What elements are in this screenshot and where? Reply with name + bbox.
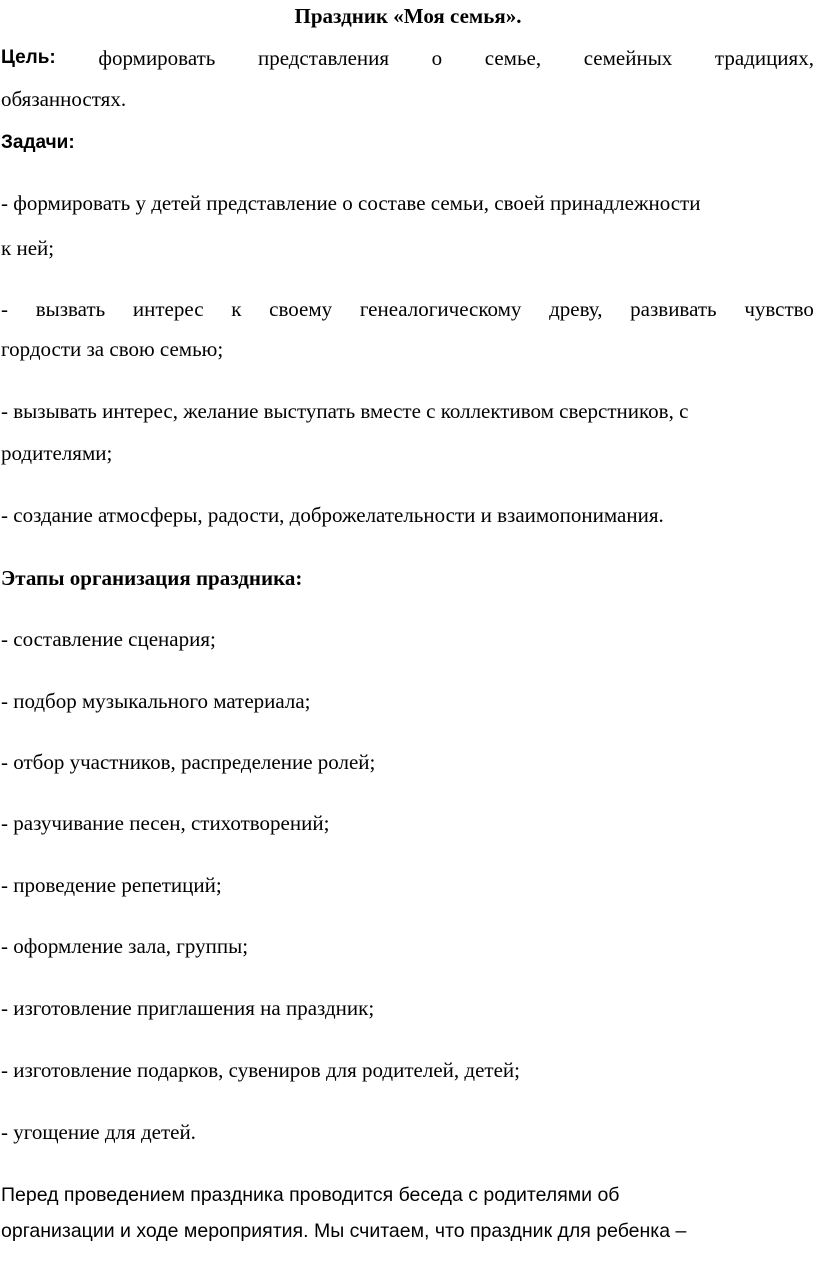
closing-line-1: Перед проведением праздника проводится беседа с родителями об <box>1 1184 620 1206</box>
task-2-word: развивать <box>630 297 717 321</box>
goal-word: представления <box>257 46 390 70</box>
task-2-word: интерес <box>132 297 204 321</box>
document-title: Праздник «Моя семья». <box>294 4 522 28</box>
stage-item: - оформление зала, группы; <box>1 934 249 958</box>
stage-item: - разучивание песен, стихотворений; <box>1 811 330 835</box>
goal-word: семье, <box>484 46 542 70</box>
task-2-word: - <box>1 297 8 321</box>
stage-item: - составление сценария; <box>1 627 216 651</box>
stage-item: - угощение для детей. <box>1 1120 196 1144</box>
stages-heading: Этапы организация праздника: <box>1 566 303 590</box>
goal-line-2: обязанностях. <box>1 87 127 111</box>
stage-item: - изготовление приглашения на праздник; <box>1 996 375 1020</box>
goal-label: Цель: <box>1 47 56 68</box>
task-3-line-1: - вызывать интерес, желание выступать вместе с коллективом сверстников, с <box>1 399 689 423</box>
task-2-word: вызвать <box>35 297 106 321</box>
closing-line-2: организации и ходе мероприятия. Мы считаем, что праздник для ребенка – <box>1 1220 687 1242</box>
task-2-word: генеалогическому <box>359 297 522 321</box>
task-1-line-2: к ней; <box>1 236 55 260</box>
tasks-heading-text: Задачи: <box>1 132 75 153</box>
task-2-line-1 <box>1 296 814 322</box>
task-4: - создание атмосферы, радости, доброжелательности и взаимопонимания. <box>1 503 664 527</box>
goal-word: традициях, <box>714 46 814 70</box>
tasks-heading <box>1 130 814 157</box>
stage-item: - изготовление подарков, сувениров для родителей, детей; <box>1 1058 520 1082</box>
stage-item: - отбор участников, распределение ролей; <box>1 750 376 774</box>
stage-item: - проведение репетиций; <box>1 873 222 897</box>
goal-word: о <box>431 46 443 70</box>
stage-item: - подбор музыкального материала; <box>1 689 311 713</box>
task-2-word: древу, <box>549 297 603 321</box>
goal-word: формировать <box>98 46 216 70</box>
task-1-line-1: - формировать у детей представление о составе семьи, своей принадлежности <box>1 191 701 215</box>
task-2-word: к <box>231 297 242 321</box>
task-2-word: чувство <box>744 297 814 321</box>
goal-word: семейных <box>583 46 673 70</box>
task-2-word: своему <box>269 297 333 321</box>
task-3-line-2: родителями; <box>1 441 113 465</box>
goal-line-1 <box>1 45 814 71</box>
task-2-line-2: гордости за свою семью; <box>1 337 224 361</box>
